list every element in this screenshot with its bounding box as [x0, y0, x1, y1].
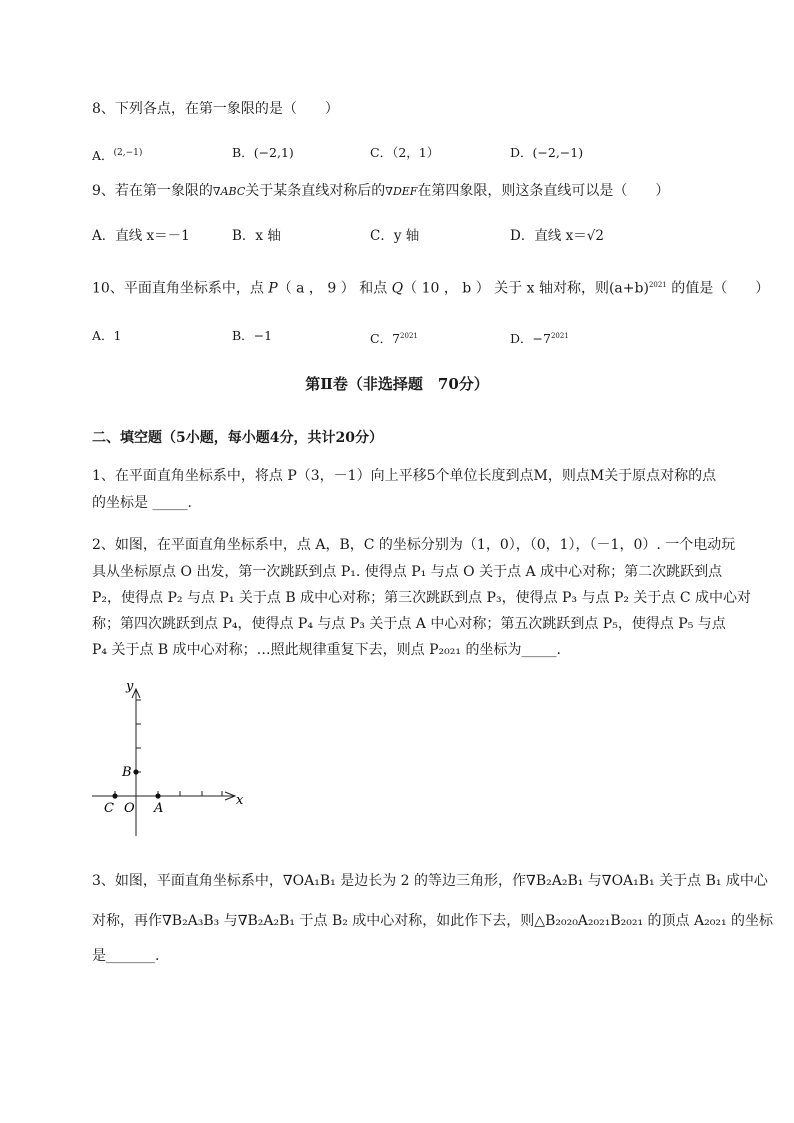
b-label: B — [122, 765, 132, 780]
o-label: O — [124, 801, 135, 816]
point-a — [155, 793, 160, 798]
q8-option-b: B．(−2,1) — [232, 145, 294, 160]
x-label: x — [236, 793, 244, 808]
q8-option-c: C．（2，1） — [370, 145, 440, 160]
point-c — [112, 793, 117, 798]
fill3-line1: 3、如图，平面直角坐标系中，∇OA₁B₁ 是边长为 2 的等边三角形，作∇B₂A₂B₁ 与∇OA₁B₁ 关于点 B₁ 成中心 — [92, 873, 768, 889]
c-label: C — [104, 801, 114, 816]
q8-stem: 8、下列各点，在第一象限的是（ ） — [92, 101, 339, 117]
q10-stem: 10、平面直角坐标系中，点 P（ a ， 9 ） 和点 Q（ 10 ， b ） 关于 x 轴对称，则$(a+b)^{2021}$ 的值是（ ） — [92, 280, 770, 297]
q10-option-d: D．$-7^{2021}$ — [510, 331, 569, 347]
fill2-line2: 具从坐标原点 O 出发，第一次跳跃到点 P₁. 使得点 P₁ 与点 O 关于点 A 成中心对称；第二次跳跃到点 — [92, 564, 723, 580]
fill1-line1: 1、在平面直角坐标系中，将点 P（3，－1）向上平移5个单位长度到点M，则点M关于原点对称的点 — [92, 468, 717, 484]
q10-option-a: A．1 — [92, 328, 122, 343]
q8-option-d: D．(−2,−1) — [510, 145, 584, 160]
q8-option-a: A．$^{(2,-1)}$ — [92, 148, 143, 164]
q9-option-c: C．y 轴 — [370, 228, 420, 244]
q10-option-b: B．−1 — [232, 328, 273, 343]
fill2-line3: P₂，使得点 P₂ 与点 P₁ 关于点 B 成中心对称；第三次跳跃到点 P₃，使得点 P₃ 与点 P₂ 关于点 C 成中心对 — [92, 590, 752, 606]
point-b — [133, 769, 138, 774]
fill3-line3: 是_______. — [92, 948, 160, 964]
fill2-line5: P₄ 关于点 B 成中心对称；…照此规律重复下去，则点 P₂₀₂₁ 的坐标为_____. — [92, 642, 561, 658]
fill1-line2: 的坐标是 _____. — [92, 495, 192, 511]
fill3-line2: 对称，再作∇B₂A₃B₃ 与∇B₂A₂B₁ 于点 B₂ 成中心对称，如此作下去，则△B₂₀₂₀A₂₀₂₁B₂₀₂₁ 的顶点 A₂₀₂₁ 的坐标 — [92, 913, 774, 929]
q9-option-a: A．直线 x＝－1 — [92, 228, 190, 244]
fill2-line4: 称；第四次跳跃到点 P₄，使得点 P₄ 与点 P₃ 关于点 A 中心对称；第五次跳跃到点 P₅，使得点 P₅ 与点 — [92, 616, 726, 632]
fill-blank-heading: 二、填空题（5小题，每小题4分，共计20分） — [92, 430, 383, 446]
fill2-line1: 2、如图，在平面直角坐标系中，点 A，B，C 的坐标分别为（1，0），（0，1），（－1，0）. 一个电动玩 — [92, 537, 736, 553]
q10-option-c: C．$7^{2021}$ — [370, 331, 418, 347]
q9-option-d: D．直线 x＝√2 — [510, 228, 604, 244]
y-label: y — [126, 679, 134, 694]
coordinate-figure — [88, 672, 258, 844]
a-label: A — [154, 801, 164, 816]
section-2-title: 第Ⅱ卷（非选择题 70分） — [305, 375, 489, 393]
q9-option-b: B．x 轴 — [232, 228, 281, 244]
q9-stem: 9、若在第一象限的∇ABC关于某条直线对称后的∇DEF在第四象限，则这条直线可以是（ ） — [92, 183, 670, 199]
